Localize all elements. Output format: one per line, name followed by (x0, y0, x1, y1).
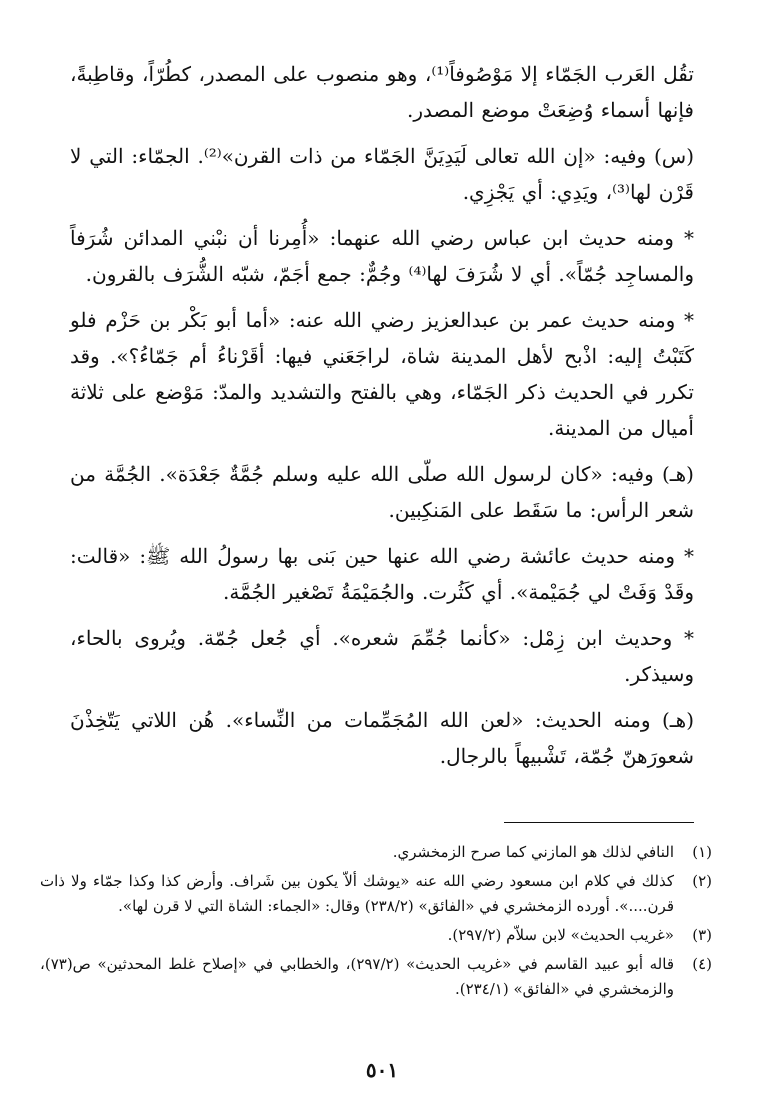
footnote-divider (504, 822, 694, 823)
footnote-number: (٢) (692, 872, 712, 890)
footnote-number: (٤) (692, 955, 712, 973)
paragraph-4: * ومنه حديث عمر بن عبدالعزيز رضي الله عنه: «أما أبو بَكْر بن حَزْم فلو كَتَبْتُ إليه: اذْبح لأهل المدينة شاة، لراجَعَني فيها: أقَرْناءُ أم جَمّاءُ؟». وقد تكرر في الحديث ذكر الجَمّاء، وهي بالفتح والتشديد والمدّ: مَوْضع على ثلاثة أميال من المدينة. (70, 308, 694, 440)
main-text (70, 56, 694, 774)
paragraph-7: * وحديث ابن زِمْل: «كأنما جُمِّمَ شعره». أي جُعل جُمّة. ويُروى بالحاء، وسيذكر. (70, 626, 694, 686)
paragraph-8: (هـ) ومنه الحديث: «لعن الله المُجَمِّمات من النِّساء». هُن اللاتي يَتّخِذْنَ شعورَهنّ جُمّة، تَشْبيهاً بالرجال. (70, 708, 694, 768)
footnote-text: النافي لذلك هو المازني كما صرح الزمخشري. (392, 843, 674, 861)
footnote-text: كذلك في كلام ابن مسعود رضي الله عنه «يوشك ألاّ يكون بين شَراف. وأرض كذا وكذا جمّاء ولا ذات قرن....». أورده الزمخشري في «الفائق» (٢٣٨/٢) وقال: «الجماء: الشاة التي لا قرن لها». (40, 872, 674, 915)
footnote-number: (٣) (692, 926, 712, 944)
footnote-1 (40, 840, 712, 865)
footnote-3 (40, 923, 712, 948)
paragraph-6: * ومنه حديث عائشة رضي الله عنها حين بَنى بها رسولُ الله ﷺ: «قالت: وقَدْ وَفَتْ لي جُمَيْمة». أي كَثُرت. والجُمَيْمَةُ تَصْغير الجُمَّة. (70, 544, 694, 604)
paragraph-5: (هـ) وفيه: «كان لرسول الله صلّى الله عليه وسلم جُمَّةٌ جَعْدَة». الجُمَّة من شعر الرأس: ما سَقَط على المَنكِبين. (70, 462, 694, 522)
footnote-number: (١) (692, 843, 712, 861)
paragraph-1: تقُل العَرب الجَمّاء إلا مَوْصُوفاً⁽¹⁾، وهو منصوب على المصدر، كطُرّاً، وقاطِبةً، فإنها أسماء وُضِعَتْ موضع المصدر. (70, 62, 694, 122)
footnote-text: «غريب الحديث» لابن سلاّم (٢٩٧/٢). (447, 926, 674, 944)
paragraph-3: * ومنه حديث ابن عباس رضي الله عنهما: «أُمِرنا أن نبْني المدائن شُرَفاً والمساجِد جُمّاً». أي لا شُرَفَ لها⁽⁴⁾ وجُمٌّ: جمع أجَمّ، شبّه الشُّرَف بالقرون. (70, 226, 694, 286)
page-number: ٥٠١ (365, 1058, 399, 1082)
footnote-4 (40, 952, 712, 1002)
footnote-text: قاله أبو عبيد القاسم في «غريب الحديث» (٢٩٧/٢)، والخطابي في «إصلاح غلط المحدثين» ص(٧٣)، والزمخشري في «الفائق» (٢٣٤/١). (40, 955, 674, 998)
paragraph-2: (س) وفيه: «إن الله تعالى لَيَدِيَنَّ الجَمّاء من ذات القرن»⁽²⁾. الجمّاء: التي لا قَرْن لها⁽³⁾، ويَدِي: أي يَجْزِي. (70, 144, 695, 204)
footnote-2 (40, 869, 712, 919)
footnotes (40, 840, 712, 1006)
